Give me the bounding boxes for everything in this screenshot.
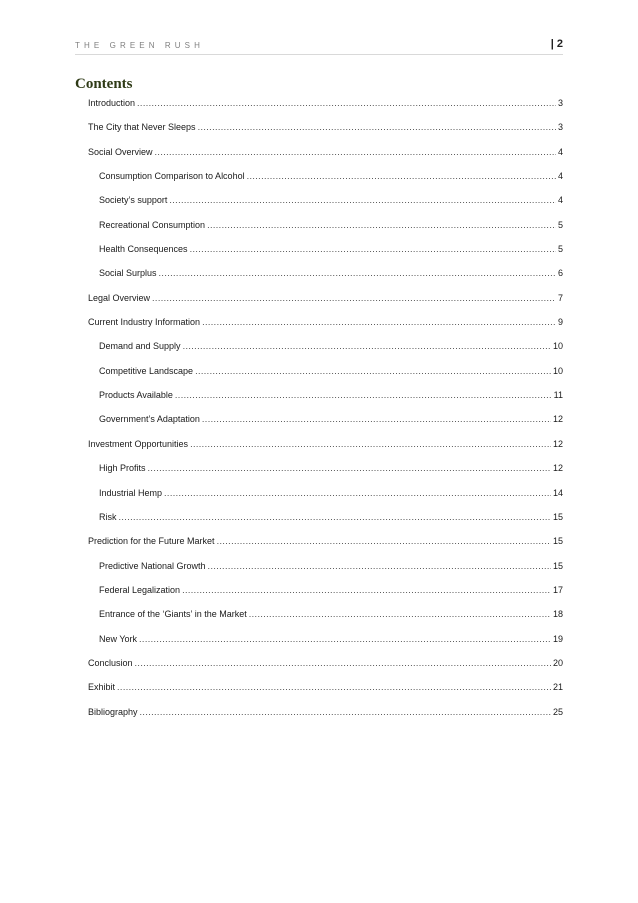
toc-entry-title: Social Surplus: [99, 268, 157, 279]
toc-entry[interactable]: [88, 145, 563, 169]
toc-entry-page: 21: [552, 682, 563, 693]
toc-entry-page: 19: [552, 633, 563, 644]
toc-entry[interactable]: [88, 218, 563, 242]
toc-entry[interactable]: [88, 559, 563, 583]
running-title: THE GREEN RUSH: [75, 41, 204, 50]
toc-entry[interactable]: [88, 632, 563, 656]
toc-dot-leader: [169, 193, 556, 207]
toc-entry-page: 12: [552, 463, 563, 474]
toc-dot-leader: [119, 510, 551, 524]
toc-dot-leader: [140, 705, 551, 719]
toc-entry-page: 17: [552, 584, 563, 595]
toc-entry-page: 20: [552, 657, 563, 668]
toc-entry[interactable]: [88, 315, 563, 339]
toc-entry[interactable]: [88, 96, 563, 120]
toc-entry-title: Society’s support: [99, 195, 168, 206]
toc-entry-page: 4: [557, 146, 563, 157]
toc-entry[interactable]: [88, 705, 563, 729]
toc-entry[interactable]: [88, 486, 563, 510]
toc-dot-leader: [208, 559, 551, 573]
toc-entry[interactable]: [88, 510, 563, 534]
toc-entry-title: Recreational Consumption: [99, 219, 206, 230]
toc-dot-leader: [155, 145, 556, 159]
page-number: | 2: [550, 38, 563, 50]
toc-dot-leader: [207, 218, 556, 232]
toc-entry-title: Predictive National Growth: [99, 560, 206, 571]
toc-entry[interactable]: [88, 364, 563, 388]
toc-entry-title: Consumption Comparison to Alcohol: [99, 171, 245, 182]
table-of-contents: [88, 96, 563, 729]
toc-dot-leader: [175, 388, 552, 402]
page-header: [75, 38, 563, 55]
toc-entry-page: 15: [552, 511, 563, 522]
toc-entry[interactable]: [88, 607, 563, 631]
toc-dot-leader: [190, 242, 556, 256]
toc-dot-leader: [247, 169, 556, 183]
toc-dot-leader: [159, 266, 556, 280]
toc-entry-title: Investment Opportunities: [88, 438, 189, 449]
toc-entry-page: 3: [557, 98, 563, 108]
toc-entry[interactable]: [88, 583, 563, 607]
toc-entry-title: Risk: [99, 511, 117, 522]
toc-entry-title: Social Overview: [88, 146, 153, 157]
toc-dot-leader: [117, 680, 551, 694]
toc-entry-title: Exhibit: [88, 682, 116, 693]
toc-entry[interactable]: [88, 412, 563, 436]
toc-entry-page: 10: [552, 365, 563, 376]
toc-entry-title: Industrial Hemp: [99, 487, 163, 498]
toc-entry[interactable]: [88, 388, 563, 412]
toc-entry-page: 9: [557, 317, 563, 328]
toc-entry-title: Introduction: [88, 98, 136, 108]
toc-entry-title: Prediction for the Future Market: [88, 536, 215, 547]
toc-entry-title: Health Consequences: [99, 244, 188, 255]
toc-entry-page: 4: [557, 195, 563, 206]
toc-entry-title: Conclusion: [88, 657, 133, 668]
toc-entry[interactable]: [88, 461, 563, 485]
toc-dot-leader: [198, 120, 556, 134]
toc-entry-title: New York: [99, 633, 138, 644]
toc-entry-title: Demand and Supply: [99, 341, 181, 352]
toc-entry-page: 6: [557, 268, 563, 279]
toc-entry-page: 18: [552, 609, 563, 620]
toc-entry-page: 25: [552, 706, 563, 717]
toc-entry-page: 12: [552, 414, 563, 425]
toc-entry-title: Government’s Adaptation: [99, 414, 200, 425]
toc-dot-leader: [182, 583, 551, 597]
toc-entry-page: 4: [557, 171, 563, 182]
toc-dot-leader: [202, 315, 556, 329]
toc-entry-page: 3: [557, 122, 563, 133]
toc-entry[interactable]: [88, 266, 563, 290]
toc-dot-leader: [183, 339, 551, 353]
toc-entry[interactable]: [88, 437, 563, 461]
toc-dot-leader: [202, 412, 551, 426]
toc-entry-title: Federal Legalization: [99, 584, 181, 595]
toc-entry-title: Legal Overview: [88, 292, 151, 303]
toc-entry-page: 14: [552, 487, 563, 498]
toc-dot-leader: [249, 607, 551, 621]
toc-entry-title: Entrance of the ‘Giants’ in the Market: [99, 609, 247, 620]
toc-dot-leader: [190, 437, 551, 451]
toc-entry-page: 15: [552, 536, 563, 547]
toc-dot-leader: [148, 461, 551, 475]
toc-heading: Contents: [75, 76, 133, 92]
toc-entry-title: High Profits: [99, 463, 146, 474]
toc-entry-title: Products Available: [99, 390, 173, 401]
toc-entry[interactable]: [88, 656, 563, 680]
toc-entry-title: Bibliography: [88, 706, 138, 717]
toc-entry-page: 7: [557, 292, 563, 303]
toc-dot-leader: [137, 96, 556, 110]
toc-entry[interactable]: [88, 193, 563, 217]
toc-dot-leader: [217, 534, 551, 548]
toc-entry-page: 15: [552, 560, 563, 571]
toc-entry[interactable]: [88, 242, 563, 266]
toc-entry[interactable]: [88, 680, 563, 704]
toc-entry-page: 11: [553, 390, 563, 401]
toc-entry[interactable]: [88, 339, 563, 363]
toc-entry-page: 10: [552, 341, 563, 352]
toc-dot-leader: [164, 486, 551, 500]
toc-entry-page: 12: [552, 438, 563, 449]
toc-entry[interactable]: [88, 120, 563, 144]
toc-entry[interactable]: [88, 169, 563, 193]
toc-entry[interactable]: [88, 534, 563, 558]
toc-dot-leader: [139, 632, 551, 646]
toc-dot-leader: [135, 656, 551, 670]
toc-entry-page: 5: [557, 244, 563, 255]
toc-entry-title: Current Industry Information: [88, 317, 201, 328]
toc-entry-title: The City that Never Sleeps: [88, 122, 196, 133]
toc-dot-leader: [152, 291, 556, 305]
toc-entry-page: 5: [557, 219, 563, 230]
toc-entry[interactable]: [88, 291, 563, 315]
toc-dot-leader: [195, 364, 551, 378]
toc-entry-title: Competitive Landscape: [99, 365, 194, 376]
